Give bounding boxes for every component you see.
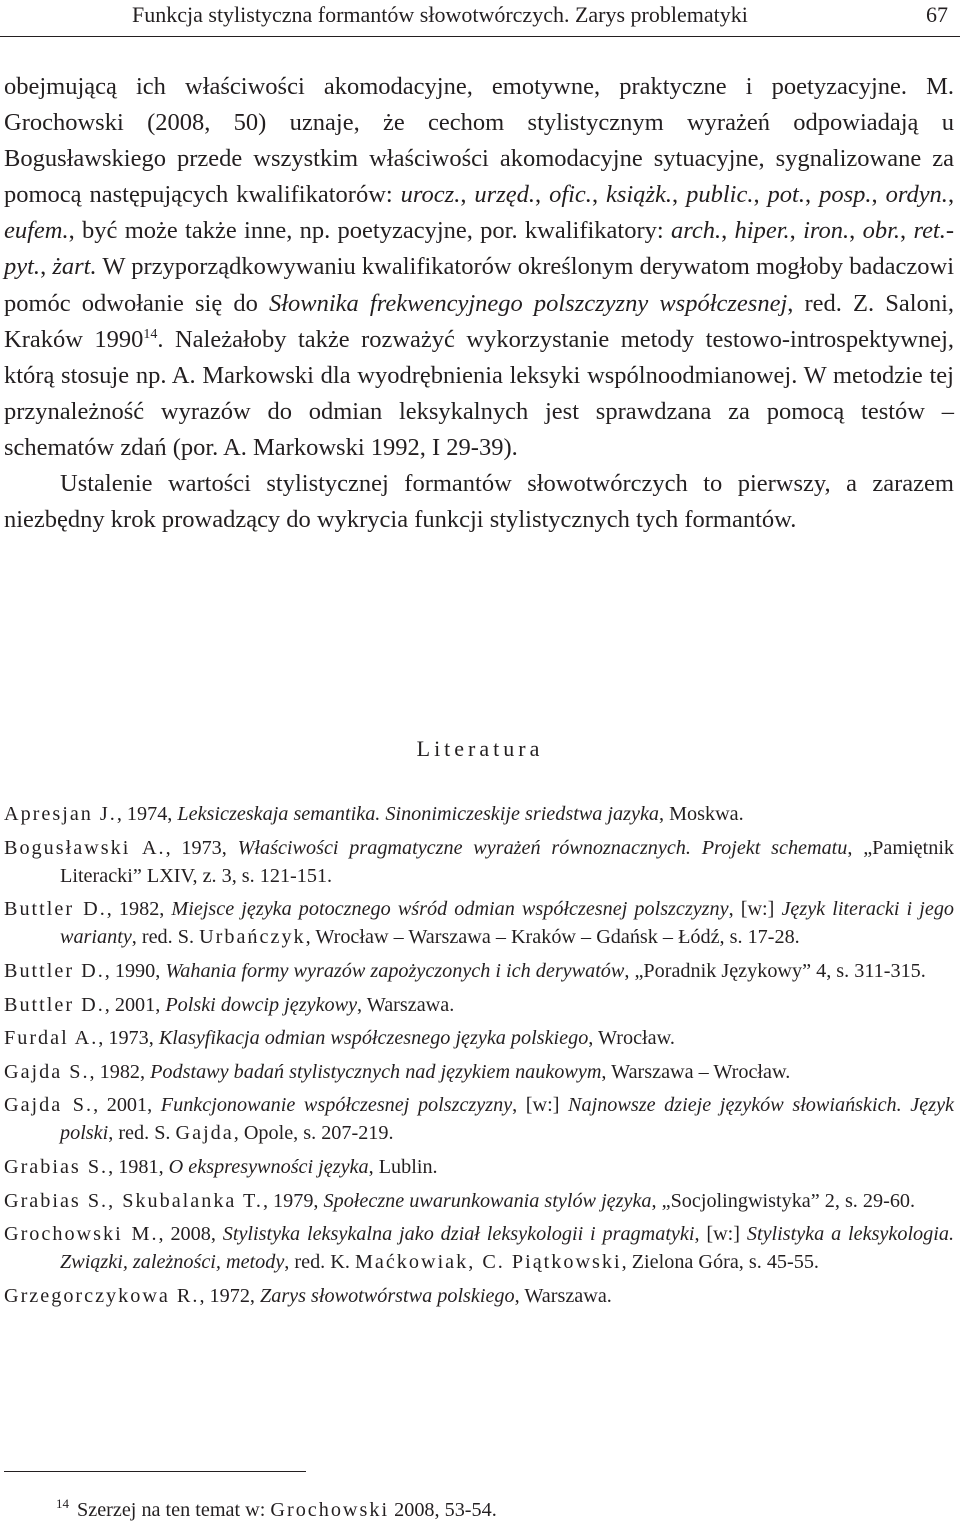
ref-title: Polski dowcip językowy bbox=[165, 993, 358, 1016]
ref-title: Zarys słowotwórstwa polskiego bbox=[260, 1284, 515, 1307]
paragraph-1: obejmującą ich właściwości akomodacyjne, emotywne, praktyczne i poetyzacyjne. M. Grochowski (2008, 50) uznaje, że cechom stylistycznym wyrażeń odpowiadają u Bogusławskiego przede wszystkim właściwości akomodacyjne sytuacyjne, sygnalizowane za pomocą następujących kwalifikatorów: urocz., urzęd., ofic., książk., public., pot., posp., ordyn., eufem., być może także inne, np. poetyzacyjne, por. kwalifikatory: arch., hiper., iron., obr., ret.-pyt., żart. W przyporządkowywaniu kwalifikatorów określonym derywatom mogłoby badaczowi pomóc odwołanie się do Słownika frekwencyjnego polszczyzny współczesnej, red. Z. Saloni, Kraków 1990$^{14}$. Należałoby także rozważyć wykorzystanie metody testowo-introspektywnej, którą stosuje np. A. Markowski dla wyodrębnienia leksyki wspólnoodmianowej. W metodzie tej przynależność wyrazów do odmian leksykalnych jest sprawdzana za pomocą testów – schematów zdań (por. A. Markowski 1992, I 29-39). bbox=[4, 73, 955, 461]
ref-title: Właściwości pragmatyczne wyrażeń równoznacznych. Projekt schematu bbox=[237, 836, 848, 859]
ref-title: Leksiczeskaja semantika. Sinonimiczeskije sriedstwa jazyka bbox=[177, 803, 660, 825]
reference-item: Buttler D., 1990, Wahania formy wyrazów zapożyczonych i ich derywatów, „Poradnik Językowy” 4, s. 311-315. bbox=[4, 959, 926, 982]
reference-item: Buttler D., 2001, Polski dowcip językowy, Warszawa. bbox=[4, 993, 455, 1016]
footnote-14: $^{14}$ Szerzej na ten temat w: Grochowski 2008, 53-54. bbox=[56, 1496, 497, 1521]
reference-item: Apresjan J., 1974, Leksiczeskaja semantika. Sinonimiczeskije sriedstwa jazyka, Moskwa. bbox=[4, 803, 744, 825]
paragraph-2: Ustalenie wartości stylistycznej formantów słowotwórczych to pierwszy, a zarazem niezbędny krok prowadzący do wykrycia funkcji stylistycznych tych formantów. bbox=[4, 470, 954, 534]
reference-item: Grabias S., Skubalanka T., 1979, Społeczne uwarunkowania stylów języka, „Socjolingwistyka” 2, s. 29-60. bbox=[4, 1189, 916, 1212]
running-header bbox=[0, 0, 960, 37]
ref-editor: Maćkowiak, C. Piątkowski bbox=[354, 1251, 622, 1274]
running-title: Funkcja stylistyczna formantów słowotwórczych. Zarys problematyki bbox=[132, 2, 748, 27]
ref-title: O ekspresywności języka bbox=[168, 1156, 369, 1179]
ref-author: Furdal A. bbox=[4, 1027, 99, 1050]
ref-author: Grzegorczykowa R. bbox=[4, 1284, 200, 1307]
ref-title: Podstawy badań stylistycznych nad językiem naukowym bbox=[150, 1060, 602, 1083]
ref-title: Funkcjonowanie współczesnej polszczyzny bbox=[160, 1094, 513, 1117]
reference-item: Grzegorczykowa R., 1972, Zarys słowotwórstwa polskiego, Warszawa. bbox=[4, 1284, 612, 1307]
ref-author: Gajda S. bbox=[4, 1060, 90, 1083]
reference-item: Buttler D., 1982, Miejsce języka potocznego wśród odmian współczesnej polszczyzny, [w:] Język literacki i jego warianty, red. S. Urbańczyk, Wrocław – Warszawa – Kraków – Gdańsk – Łódź, s. 17-28. bbox=[4, 898, 955, 949]
footnote-separator bbox=[4, 1471, 306, 1472]
ref-author: Grabias S., Skubalanka T. bbox=[4, 1189, 263, 1212]
ref-editor: Gajda bbox=[175, 1122, 234, 1145]
ref-author: Buttler D. bbox=[4, 898, 107, 921]
ref-author: Grochowski M. bbox=[4, 1223, 159, 1246]
reference-item: Grabias S., 1981, O ekspresywności języka, Lublin. bbox=[4, 1156, 438, 1179]
footnote-ref-14[interactable]: 14 bbox=[143, 326, 158, 342]
ref-title: Społeczne uwarunkowania stylów języka bbox=[323, 1189, 652, 1212]
ref-title: Stylistyka leksykalna jako dział leksykologii i pragmatyki bbox=[222, 1223, 695, 1246]
ref-author: Gajda S. bbox=[4, 1094, 94, 1117]
ref-author: Grabias S. bbox=[4, 1156, 109, 1179]
reference-item: Furdal A., 1973, Klasyfikacja odmian współczesnego języka polskiego, Wrocław. bbox=[4, 1027, 675, 1050]
ref-author: Bogusławski A. bbox=[4, 836, 166, 859]
page-number: 67 bbox=[926, 2, 948, 27]
ref-author: Buttler D. bbox=[4, 959, 105, 982]
reference-item: Gajda S., 1982, Podstawy badań stylistycznych nad językiem naukowym, Warszawa – Wrocław. bbox=[4, 1060, 791, 1083]
main-text bbox=[4, 69, 954, 538]
reference-item: Gajda S., 2001, Funkcjonowanie współczesnej polszczyzny, [w:] Najnowsze dzieje języków słowiańskich. Język polski, red. S. Gajda, Opole, s. 207-219. bbox=[4, 1094, 954, 1145]
footnote-number: 14 bbox=[56, 1496, 69, 1511]
bibliography bbox=[4, 800, 954, 1316]
ref-title: Miejsce języka potocznego wśród odmian współczesnej polszczyzny bbox=[171, 898, 729, 921]
ref-title: Wahania formy wyrazów zapożyczonych i ich derywatów bbox=[165, 959, 625, 982]
ref-title: Klasyfikacja odmian współczesnego języka polskiego bbox=[158, 1027, 589, 1050]
ref-author: Buttler D. bbox=[4, 993, 105, 1016]
footnote-author: Grochowski bbox=[270, 1499, 390, 1521]
reference-item: Bogusławski A., 1973, Właściwości pragmatyczne wyrażeń równoznacznych. Projekt schematu, „Pamiętnik Literacki” LXIV, z. 3, s. 121-151. bbox=[4, 836, 955, 887]
ref-author: Apresjan J. bbox=[4, 803, 117, 825]
ref-editor: Urbańczyk bbox=[199, 926, 306, 949]
section-heading: Literatura bbox=[416, 736, 544, 761]
reference-item: Grochowski M., 2008, Stylistyka leksykalna jako dział leksykologii i pragmatyki, [w:] Stylistyka a leksykologia. Związki, zależności, metody, red. K. Maćkowiak, C. Piątkowski, Zielona Góra, s. 45-55. bbox=[4, 1223, 954, 1274]
